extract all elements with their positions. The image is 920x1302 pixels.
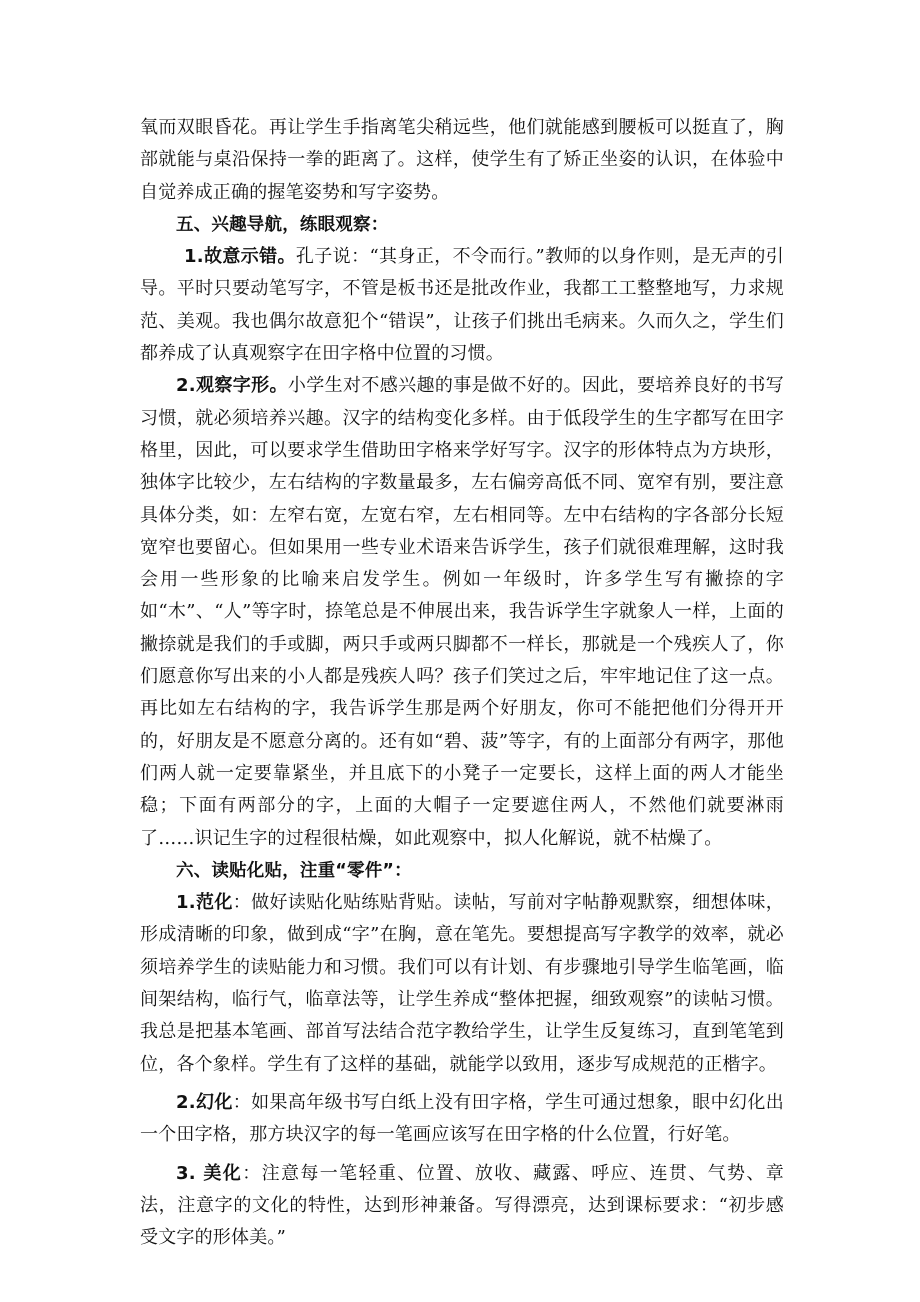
paragraph-6-3-lead: 3. 美化 [176,1162,243,1184]
section-heading-5: 五、兴趣导航，练眼观察： [176,214,389,235]
paragraph-6-2 [140,1087,784,1152]
paragraph-5-1-lead: 1.故意示错。 [184,246,296,268]
paragraph-5-2-body: 小学生对不感兴趣的事是做不好的。因此，要培养良好的书写习惯，就必须培养兴趣。汉字的结构变化多样。由于低段学生的生字都写在田字格里，因此，可以要求学生借助田字格来学好写字。汉字的形体特点为方块形，独体字比较少，左右结构的字数量最多，左右偏旁高低不同、宽窄有别，要注意具体分类，如：左窄右宽，左宽右窄，左右相同等。左中右结构的字各部分长短宽窄也要留心。但如果用一些专业术语来告诉学生，孩子们就很难理解，这时我会用一些形象的比喻来启发学生。例如一年级时，许多学生写有撇捺的字如“木”、“人”等字时，捺笔总是不伸展出来，我告诉学生字就象人一样，上面的撇捺就是我们的手或脚，两只手或两只脚都不一样长，那就是一个残疾人了，你们愿意你写出来的小人都是残疾人吗？孩子们笑过之后，牢牢地记住了这一点。再比如左右结构的字，我告诉学生那是两个好朋友，你可不能把他们分得开开的，好朋友是不愿意分离的。还有如“碧、菠”等字，有的上面部分有两字，那他们两人就一定要靠紧坐，并且底下的小凳子一定要长，这样上面的两人才能坐稳；下面有两部分的字，上面的大帽子一定要遮住两人，不然他们就要淋雨了……识记生字的过程很枯燥，如此观察中，拟人化解说，就不枯燥了。 [140,375,784,849]
body-text [140,112,784,1254]
paragraph-5-1-body: 孔子说：“其身正，不令而行。”教师的以身作则，是无声的引导。平时只要动笔写字，不管是板书还是批改作业，我都工工整整地写，力求规范、美观。我也偶尔故意犯个“错误”，让孩子们挑出毛病来。久而久之，学生们都养成了认真观察字在田字格中位置的习惯。 [140,246,784,365]
paragraph-posture-conclusion: 氧而双眼昏花。再让学生手指离笔尖稍远些，他们就能感到腰板可以挺直了，胸部就能与桌沿保持一拳的距离了。这样，使学生有了矫正坐姿的认识，在体验中自觉养成正确的握笔姿势和写字姿势。 [140,117,784,203]
paragraph-6-3 [140,1158,784,1255]
paragraph-5-2-lead: 2.观察字形。 [176,375,288,397]
paragraph-6-1 [140,887,784,1081]
section-heading-6: 六、读贴化贴，注重“零件”： [176,860,412,881]
paragraph-6-1-body: ：做好读贴化贴练贴背贴。读帖，写前对字帖静观默察，细想体味，形成清晰的印象，做到成“字”在胸，意在笔先。要想提高写字教学的效率，就必须培养学生的读贴能力和习惯。我们可以有计划、有步骤地引导学生临笔画，临间架结构，临行气，临章法等，让学生养成“整体把握，细致观察”的读帖习惯。我总是把基本笔画、部首写法结合范字教给学生，让学生反复练习，直到笔笔到位，各个象样。学生有了这样的基础，就能学以致用，逐步写成规范的正楷字。 [140,892,784,1075]
paragraph-6-3-body: ：注意每一笔轻重、位置、放收、藏露、呼应、连贯、气势、章法，注意字的文化的特性，达到形神兼备。写得漂亮，达到课标要求：“初步感受文字的形体美。” [140,1162,784,1249]
paragraph-6-2-lead: 2.幻化 [176,1091,233,1113]
paragraph-5-2 [140,370,784,854]
paragraph-6-1-lead: 1.范化 [176,892,233,914]
paragraph-6-2-body: ：如果高年级书写白纸上没有田字格，学生可通过想象，眼中幻化出一个田字格，那方块汉字的每一笔画应该写在田字格的什么位置，行好笔。 [140,1091,784,1146]
paragraph-5-1 [140,241,784,370]
